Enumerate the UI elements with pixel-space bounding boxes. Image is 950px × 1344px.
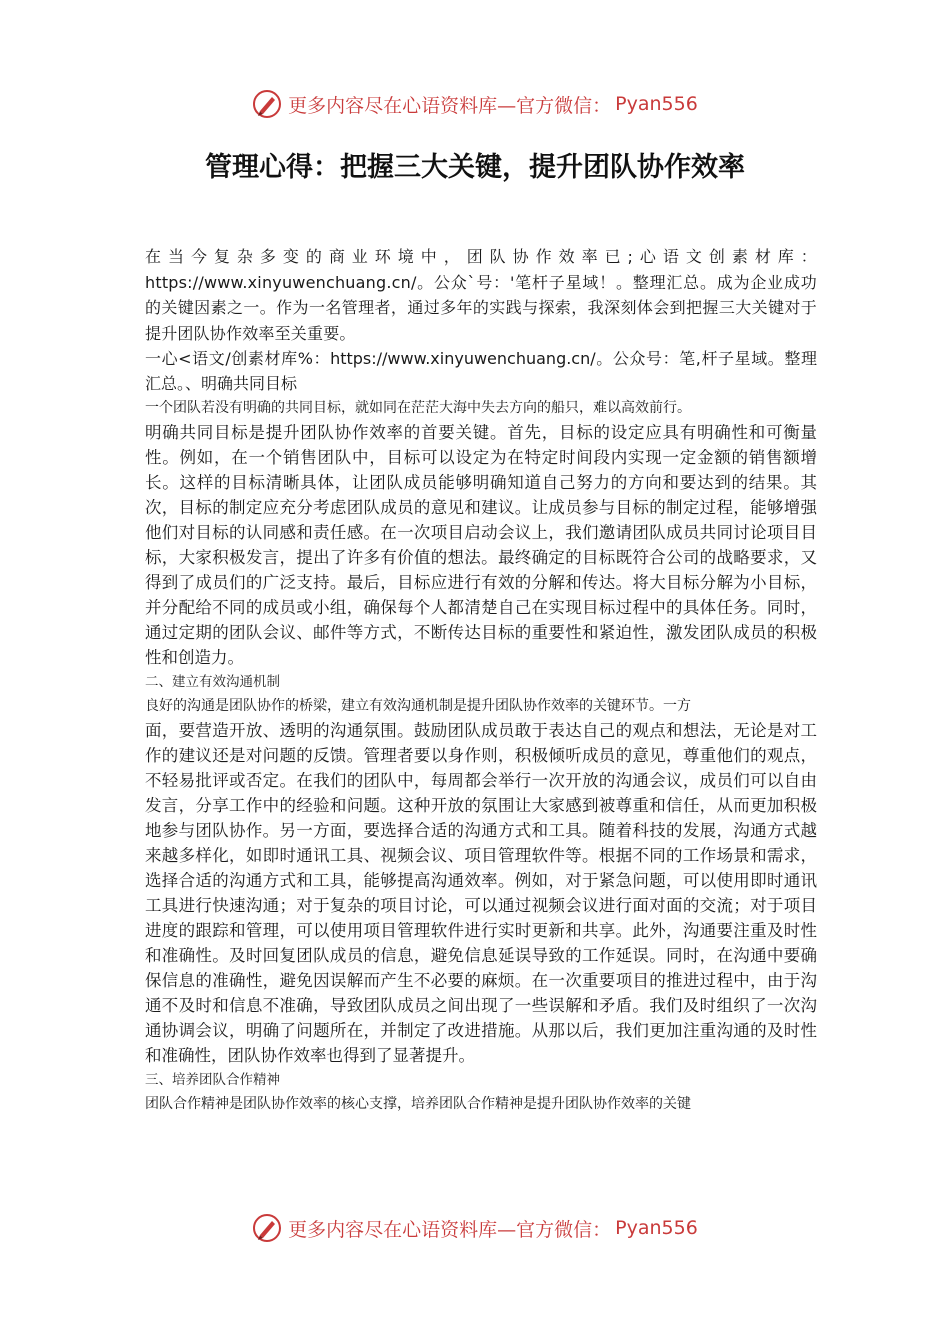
intro-paragraph-2: 一心<语文/创素材库%：https://www.xinyuwenchuang.cn/。公众号：笔,杆子星域。整理汇总。、明确共同目标 — [145, 349, 817, 393]
header-banner — [0, 84, 950, 124]
section2-body: 面，要营造开放、透明的沟通氛围。鼓励团队成员敢于表达自己的观点和想法，无论是对工作的建议还是对问题的反馈。管理者要以身作则，积极倾听成员的意见，尊重他们的观点，不轻易批评或否定。在我们的团队中，每周都会举行一次开放的沟通会议，成员们可以自由发言，分享工作中的经验和问题。这种开放的氛围让大家感到被尊重和信任，从而更加积极地参与团队协作。另一方面，要选择合适的沟通方式和工具。随着科技的发展，沟通方式越来越多样化，如即时通讯工具、视频会议、项目管理软件等。根据不同的工作场景和需求，选择合适的沟通方式和工具，能够提高沟通效率。例如，对于紧急问题，可以使用即时通讯工具进行快速沟通；对于复杂的项目讨论，可以通过视频会议进行面对面的交流；对于项目进度的跟踪和管理，可以使用项目管理软件进行实时更新和共享。此外，沟通要注重及时性和准确性。及时回复团队成员的信息，避免信息延误导致的工作延误。同时，在沟通中要确保信息的准确性，避免因误解而产生不必要的麻烦。在一次重要项目的推进过程中，由于沟通不及时和信息不准确，导致团队成员之间出现了一些误解和矛盾。我们及时组织了一次沟通协调会议，明确了问题所在，并制定了改进措施。从那以后，我们更加注重沟通的及时性和准确性，团队协作效率也得到了显著提升。 — [145, 721, 817, 1065]
footer-banner — [0, 1208, 950, 1248]
pen-logo-icon — [252, 89, 282, 119]
section3-lead: 团队合作精神是团队协作效率的核心支撑，培养团队合作精神是提升团队协作效率的关键 — [145, 1096, 691, 1112]
document-body — [145, 244, 817, 1116]
pen-logo-icon — [252, 1213, 282, 1243]
section2-lead: 良好的沟通是团队协作的桥梁，建立有效沟通机制是提升团队协作效率的关键环节。一方 — [145, 698, 691, 714]
section2-heading: 二、建立有效沟通机制 — [145, 674, 280, 690]
banner-text: 更多内容尽在心语资料库—官方微信： — [288, 1218, 612, 1241]
wechat-id: Pyan556 — [615, 93, 698, 115]
section1-lead: 一个团队若没有明确的共同目标，就如同在茫茫大海中失去方向的船只，难以高效前行。 — [145, 400, 691, 416]
banner-text: 更多内容尽在心语资料库—官方微信： — [288, 94, 612, 117]
section1-body: 明确共同目标是提升团队协作效率的首要关键。首先，目标的设定应具有明确性和可衡量性。例如，在一个销售团队中，目标可以设定为在特定时间段内实现一定金额的销售额增长。这样的目标清晰具体，让团队成员能够明确知道自己努力的方向和要达到的结果。其次，目标的制定应充分考虑团队成员的意见和建议。让成员参与目标的制定过程，能够增强他们对目标的认同感和责任感。在一次项目启动会议上，我们邀请团队成员共同讨论项目目标，大家积极发言，提出了许多有价值的想法。最终确定的目标既符合公司的战略要求，又得到了成员们的广泛支持。最后，目标应进行有效的分解和传达。将大目标分解为小目标，并分配给不同的成员或小组，确保每个人都清楚自己在实现目标过程中的具体任务。同时，通过定期的团队会议、邮件等方式，不断传达目标的重要性和紧迫性，激发团队成员的积极性和创造力。 — [145, 423, 817, 667]
document-title: 管理心得：把握三大关键，提升团队协作效率 — [205, 152, 745, 183]
wechat-id: Pyan556 — [615, 1217, 698, 1239]
section3-heading: 三、培养团队合作精神 — [145, 1072, 280, 1088]
intro-paragraph: 在当今复杂多变的商业环境中，团队协作效率已;心语文创素材库：https://www.xinyuwenchuang.cn/。公众`号：'笔杆子星域！。整理汇总。成为企业成功的关键因素之一。作为一名管理者，通过多年的实践与探索，我深刻体会到把握三大关键对于提升团队协作效率至关重要。 — [145, 247, 817, 343]
